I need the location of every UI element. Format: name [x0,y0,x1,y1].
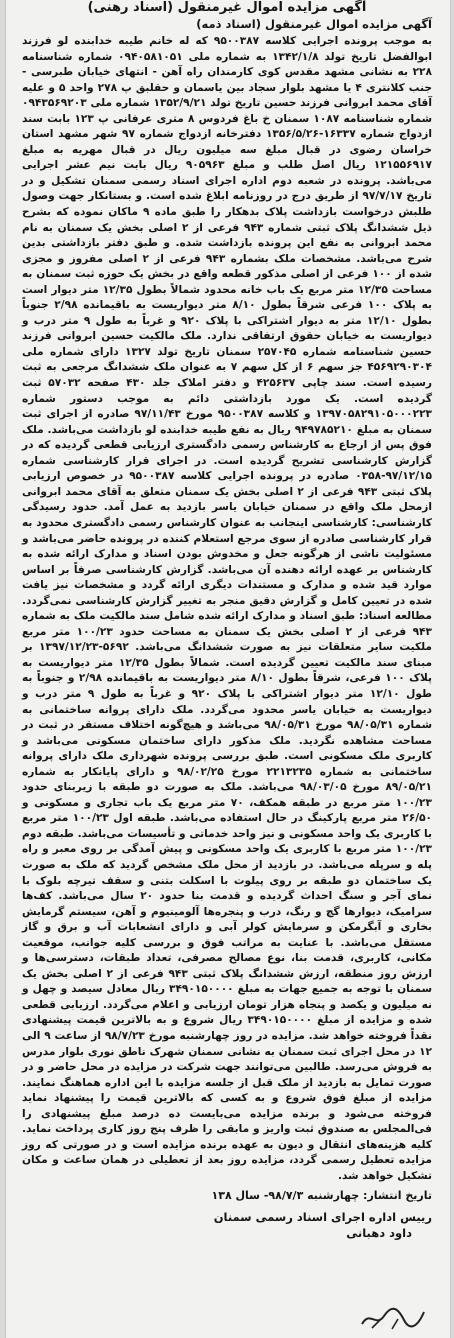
signer-name: داود دهبانی [346,1226,412,1241]
notice-subtitle: آگهی مزایده اموال غیرمنقول (اسناد ذمه) [196,17,432,31]
signer-title: رییس اداره اجرای اسناد رسمی سمنان [213,1210,432,1225]
notice-body: به موجب پرونده اجرایی کلاسه ۹۵۰۰۳۸۷ که له خانم طیبه خدابنده لو فرزند ابوالفضل تاریخ تولد ۱۳۴۲/۱/۸ به شماره ملی ۰۹۴۰۵۸۱۰۵۱ شماره شناسنامه ۲۲۸ به نشانی مشهد مقدس کوی کارمندان راه آهن - انتهای خیابان طبرسی - جنب کلانتری ۴ یا مشهد بلوار سجاد بین یاسمان و حقلبق پ ۲۷۸ واحد ۵ و علیه آقای محمد ابروانی فرزند حسین تاریخ تولد ۱۳۵۲/۹/۲۱ شماره ملی ۰۹۴۳۵۶۹۲۰۳ شماره شناسنامه ۱۰۸۷ سمنان خ باغ فردوس ۸ متری عرفانی پ ۱۲۳ بابت سند ازدواج شماره ۱۶۳۳۷-۱۳۵۶/۵/۲۶ دفترخانه ازدواج شماره ۹۷ شهر مشهد استان خراسان رضوی در قبال مبلغ سه میلیون ریال در قبال مهریه به مبلغ ۱۲۱۵۵۶۹۱۷ ریال اصل طلب و مبلغ ۹۰۵۹۶۳ ریال بابت نیم عشر اجرایی می‌باشد. پرونده در شعبه دوم اداره اجرای اسناد رسمی سمنان تشکیل و در تاریخ ۹۷/۷/۱۷ از طریق درج در روزنامه ابلاغ شده است. و بستانکار جهت وصول طلبش درخواست بازداشت پلاک بدهکار را طبق ماده ۹ ماکان نموده که بشرح ذیل ششدانگ پلاک ثبتی شماره ۹۴۳ فرعی از ۲ اصلی بخش یک سمنان به نام محمد ابروانی به نفع این پرونده بازداشت شده. و طبق دفتر بازداشتی بدین شرح می‌باشد. مشخصات ملک بشماره ۹۴۳ فرعی از ۲ اصلی مفروز و مجزی شده از ۱۰۰ فرعی از اصلی مذکور قطعه واقع در بخش یک حوزه ثبت سمنان به مساحت ۱۲/۳۵ متر مربع یک باب خانه محدود شمالاً بطول ۱۲/۳۵ متر دیوار است به پلاک ۱۰۰ فرعی شرقاً بطول ۸/۱۰ متر دیواریست به باقیمانده ۲/۹۸ جنوباً بطول ۱۲/۱۰ متر به دیوار اشتراکی با پلاک ۹۲۰ و غرباً به طول ۹ متر درب و دیواریست به خیابان حقوق ارتفاقی ندارد. ملک مالکیت حسین ابروانی فرزند حسین شناسنامه شماره ۲۵۷۰۴۵ سمنان تاریخ تولد ۱۳۲۷ دارای شماره ملی ۴۵۶۹۲۹۰۳۰۴ جز سهم ۶ از کل سهم ۷ به عنوان ملک ششدانگ مرجعی به ثبت رسیده است. سند چاپی ۴۲۵۶۳۷ و دفتر املاک جلد ۴۳۰ صفحه ۵۷۰۳۲ ثبت گردیده است. یک مورد بازداشتی دائم به موجب دستور شماره ۱۳۹۷۰۵۸۲۹۱۰۵۰۰۰۲۲۳ و کلاسه ۹۵۰۰۳۸۷ مورخ ۹۷/۱۱/۴۳ صادره از اجرای ثبت سمنان به مبلغ ۹۴۹۷۸۵۲۱۰ ریال به نفع طیبه خدابنده لو بازداشت می‌باشد. ملک فوق پس از ارجاع به کارشناس رسمی دادگستری ارزیابی قطعی گردیده که در گزارش کارشناسی تشریح گردیده است. در اجرای قرار کارشناسی شماره ۹۷/۱۲/۱۵-۰۳۵۸ صادره در پرونده اجرایی کلاسه ۹۵۰۰۳۸۷ در خصوص ارزیابی پلاک ثبتی ۹۴۳ فرعی از ۲ اصلی بخش یک سمنان متعلق به آقای محمد ابروانی ازمحل ملک واقع در سمنان خیابان یاسر بازدید به عمل آمد. حدود رسیدگی کارشناسی: کارشناسی اینجانب به عنوان کارشناس رسمی دادگستری محدود به قرار کارشناسی صادره از سوی مرجع استعلام کننده در پرونده حاضر می‌باشد و مسئولیت ناشی از هرگونه جعل و مخدوش بودن اسناد و مدارک ارائه شده به کارشناس بر عهده ارائه دهنده آن می‌باشد. گزارش کارشناسی صرفاً بر اساس موارد قید شده و مدارک و مستندات دیگری ارائه گردد و مشخصات نیز یافت شده در تعیین کامل و گزارش دقیق منجر به تغییر گزارش کارشناسی نمی‌گردد. مطالعه اسناد: طبق اسناد و مدارک ارائه شده شامل سند مالکیت ملک به شماره ۹۴۳ فرعی از ۲ اصلی بخش یک سمنان به مساحت حدود ۱۰۰/۲۳ متر مربع ملکیت سایر متعلقات نیز به صورت ششدانگ می‌باشد. ۵۶۹۲-۱۳۹۷/۱۲/۲۳ بر مبنای سند مالکیت تعیین گردیده است. شمالاً بطول ۱۲/۳۵ متر دیواریست به پلاک ۱۰۰ فرعی، شرقاً بطول ۸/۱۰ متر دیواریست به باقیمانده ۲/۹۸ و جنوباً به طول ۱۲/۱۰ متر دیوار اشتراکی با پلاک ۹۲۰ و غرباً به طول ۹ متر درب و دیواریست به خیابان یاسر محدود می‌گردد. ملک دارای پروانه ساختمانی به شماره ۹۸/۰۵/۳۱ مورخ ۹۸/۰۵/۳۱ می‌باشد و هیچ‌گونه اختلاف مستقر در ثبت در مساحت مشاهده نگردید. ملک مذکور دارای ساختمان مسکونی می‌باشد و کاربری ملک مسکونی است. طبق بررسی پرونده شهرداری ملک دارای پروانه ساختمانی به شماره ۲۲۱۳۲۳۵ مورخ ۹۸/۰۲/۲۵ و دارای پایانکار به شماره ۸۹/۰۵/۲۱ مورخ ۹۸/۰۳/۰۵ می‌باشد. ملک به صورت دو طبقه با زیربنای حدود ۱۰۰/۲۳ متر مربع در طبقه همکف، ۷۰ متر مربع یک باب تجاری و مسکونی و ۲۶/۵۰ متر مربع پارکینگ در حال استفاده می‌باشد. طبقه اول ۱۰۰/۲۳ متر مربع با کاربری یک واحد مسکونی و نیز واحد خدماتی و تأسیسات می‌باشد. طبقه دوم ۱۰۰/۲۳ متر مربع با کاربری یک واحد مسکونی و پیش آمدگی بر روی معبر و راه پله و سرپله می‌باشد. در بازدید از محل ملک مشخص گردید که ملک به صورت یک ساختمان دو طبقه بر روی پیلوت با اسکلت بتنی و سقف تیرچه بلوک با نمای آجر و سنگ احداث گردیده و قدمت بنا حدود ۲۰ سال می‌باشد. کف‌ها سرامیک، دیوارها گچ و رنگ، درب و پنجره‌ها آلومینیوم و آهن، سیستم گرمایش بخاری و آبگرمکن و سرمایش کولر آبی و دارای انشعابات آب و برق و گاز مستقل می‌باشد. با عنایت به مراتب فوق و بررسی کلیه جوانب، موقعیت مکانی، کاربری، قدمت بنا، نوع مصالح مصرفی، تعداد طبقات، دسترسی‌ها و ارزش روز منطقه، ارزش ششدانگ پلاک ثبتی ۹۴۳ فرعی از ۲ اصلی بخش یک سمنان با توجه به جمیع جهات به مبلغ ۳۴۹۰۱۵۰۰۰۰ ریال معادل سیصد و چهل و نه میلیون و یکصد و پنجاه هزار تومان ارزیابی و اعلام می‌گردد. ارزیابی قطعی شده و مزایده از مبلغ ۳۴۹۰۱۵۰۰۰۰ ریال شروع و به بالاترین قیمت پیشنهادی نقداً فروخته خواهد شد. مزایده در روز چهارشنبه مورخ ۹۸/۷/۲۳ از ساعت ۹ الی ۱۲ در محل اجرای ثبت سمنان به نشانی سمنان شهرک ناطق نوری بلوار مدرس به فروش می‌رسد. طالبین می‌توانند جهت شرکت در مزایده در محل حاضر و در صورت تمایل به بازدید از ملک قبل از جلسه مزایده با این اداره هماهنگ نمایند. مزایده از مبلغ فوق شروع و به کسی که بالاترین قیمت را پیشنهاد نماید فروخته می‌شود و برنده مزایده می‌بایست ده درصد مبلغ پیشنهادی را فی‌المجلس به صندوق ثبت واریز و مابقی را ظرف پنج روز کاری پرداخت نماید. کلیه هزینه‌های انتقال و دیون به عهده برنده مزایده است و در صورتی که روز مزایده تعطیل رسمی گردد، مزایده روز بعد از تعطیلی در همان ساعت و مکان تشکیل خواهد شد. [22,35,433,1182]
publication-date: تاریخ انتشار: چهارشنبه ۹۸/۷/۳- سال ۱۳۸ [211,1189,432,1203]
newspaper-clipping [6,0,450,1338]
handwritten-mark-icon [358,1302,428,1332]
notice-title: آگهی مزایده اموال غیرمنقول (اسناد رهنی) [87,0,367,15]
auction-notice [22,0,432,1241]
